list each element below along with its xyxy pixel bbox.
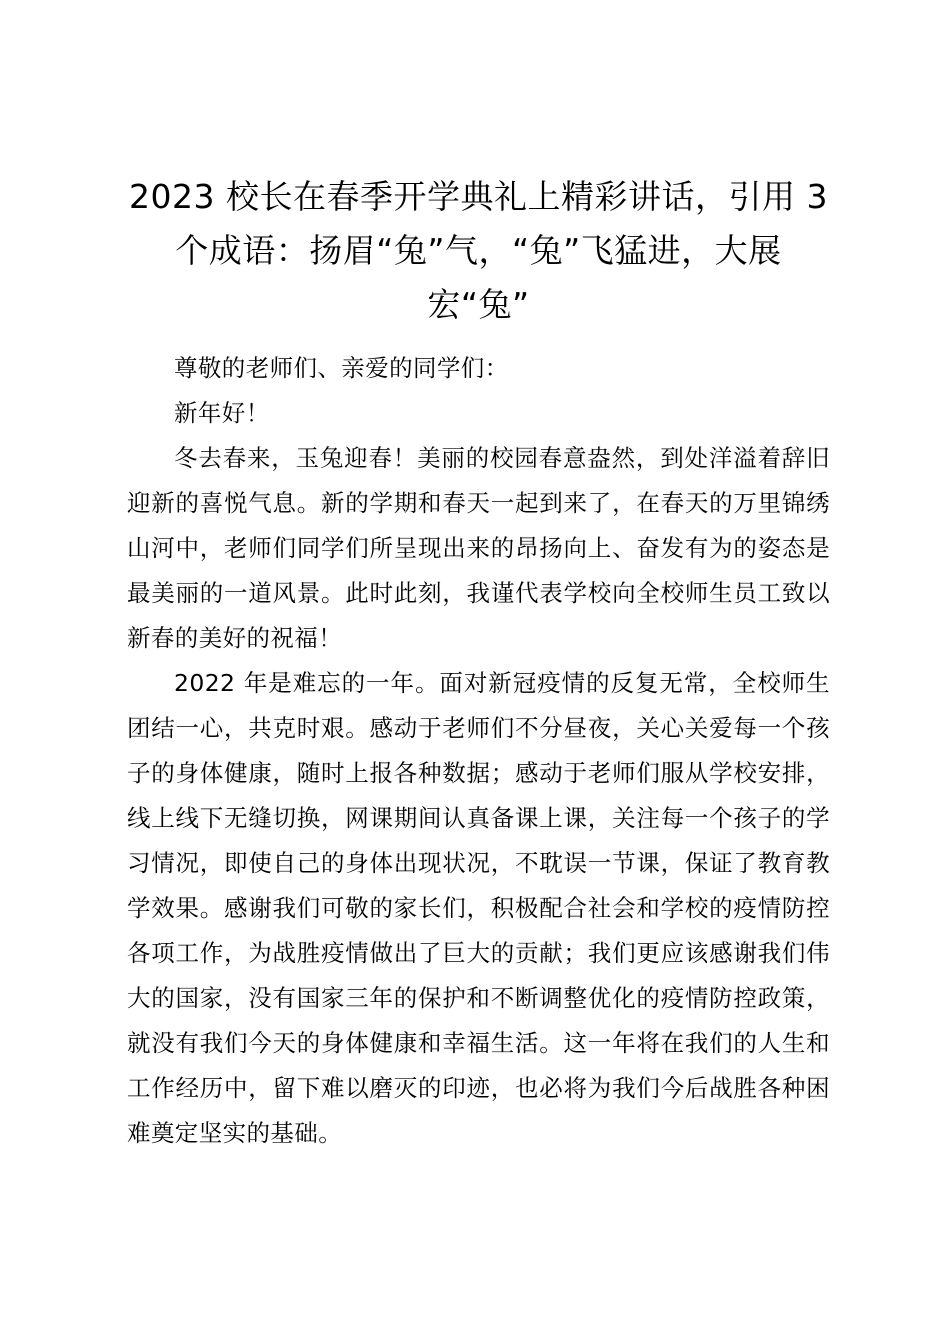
body-paragraph-2022: 2022 年是难忘的一年。面对新冠疫情的反复无常，全校师生团结一心，共克时艰。感动于老师们不分昼夜，关心关爱每一个孩子的身体健康，随时上报各种数据；感动于老师们服从学校安排，线上线下无缝切换，网课期间认真备课上课，关注每一个孩子的学习情况，即使自己的身体出现状况，不耽误一节课，保证了教育教学效果。感谢我们可敬的家长们，积极配合社会和学校的疫情防控各项工作，为战胜疫情做出了巨大的贡献；我们更应该感谢我们伟大的国家，没有国家三年的保护和不断调整优化的疫情防控政策，就没有我们今天的身体健康和幸福生活。这一年将在我们的人生和工作经历中，留下难以磨灭的印迹，也必将为我们今后战胜各种困难奠定坚实的基础。 xyxy=(127,669,830,1147)
greeting: 新年好！ xyxy=(174,399,270,427)
body-paragraph-spring: 冬去春来，玉兔迎春！美丽的校园春意盎然，到处洋溢着辞旧迎新的喜悦气息。新的学期和春天一起到来了，在春天的万里锦绣山河中，老师们同学们所呈现出来的昂扬向上、奋发有为的姿态是最美丽的一道风景。此时此刻，我谨代表学校向全校师生员工致以新春的美好的祝福！ xyxy=(127,444,830,652)
salutation: 尊敬的老师们、亲爱的同学们： xyxy=(174,354,509,382)
document-page xyxy=(127,170,830,1156)
document-title: 2023 校长在春季开学典礼上精彩讲话，引用 3 个成语：扬眉“兔”气，“兔”飞猛进，大展宏“兔” xyxy=(129,177,828,324)
